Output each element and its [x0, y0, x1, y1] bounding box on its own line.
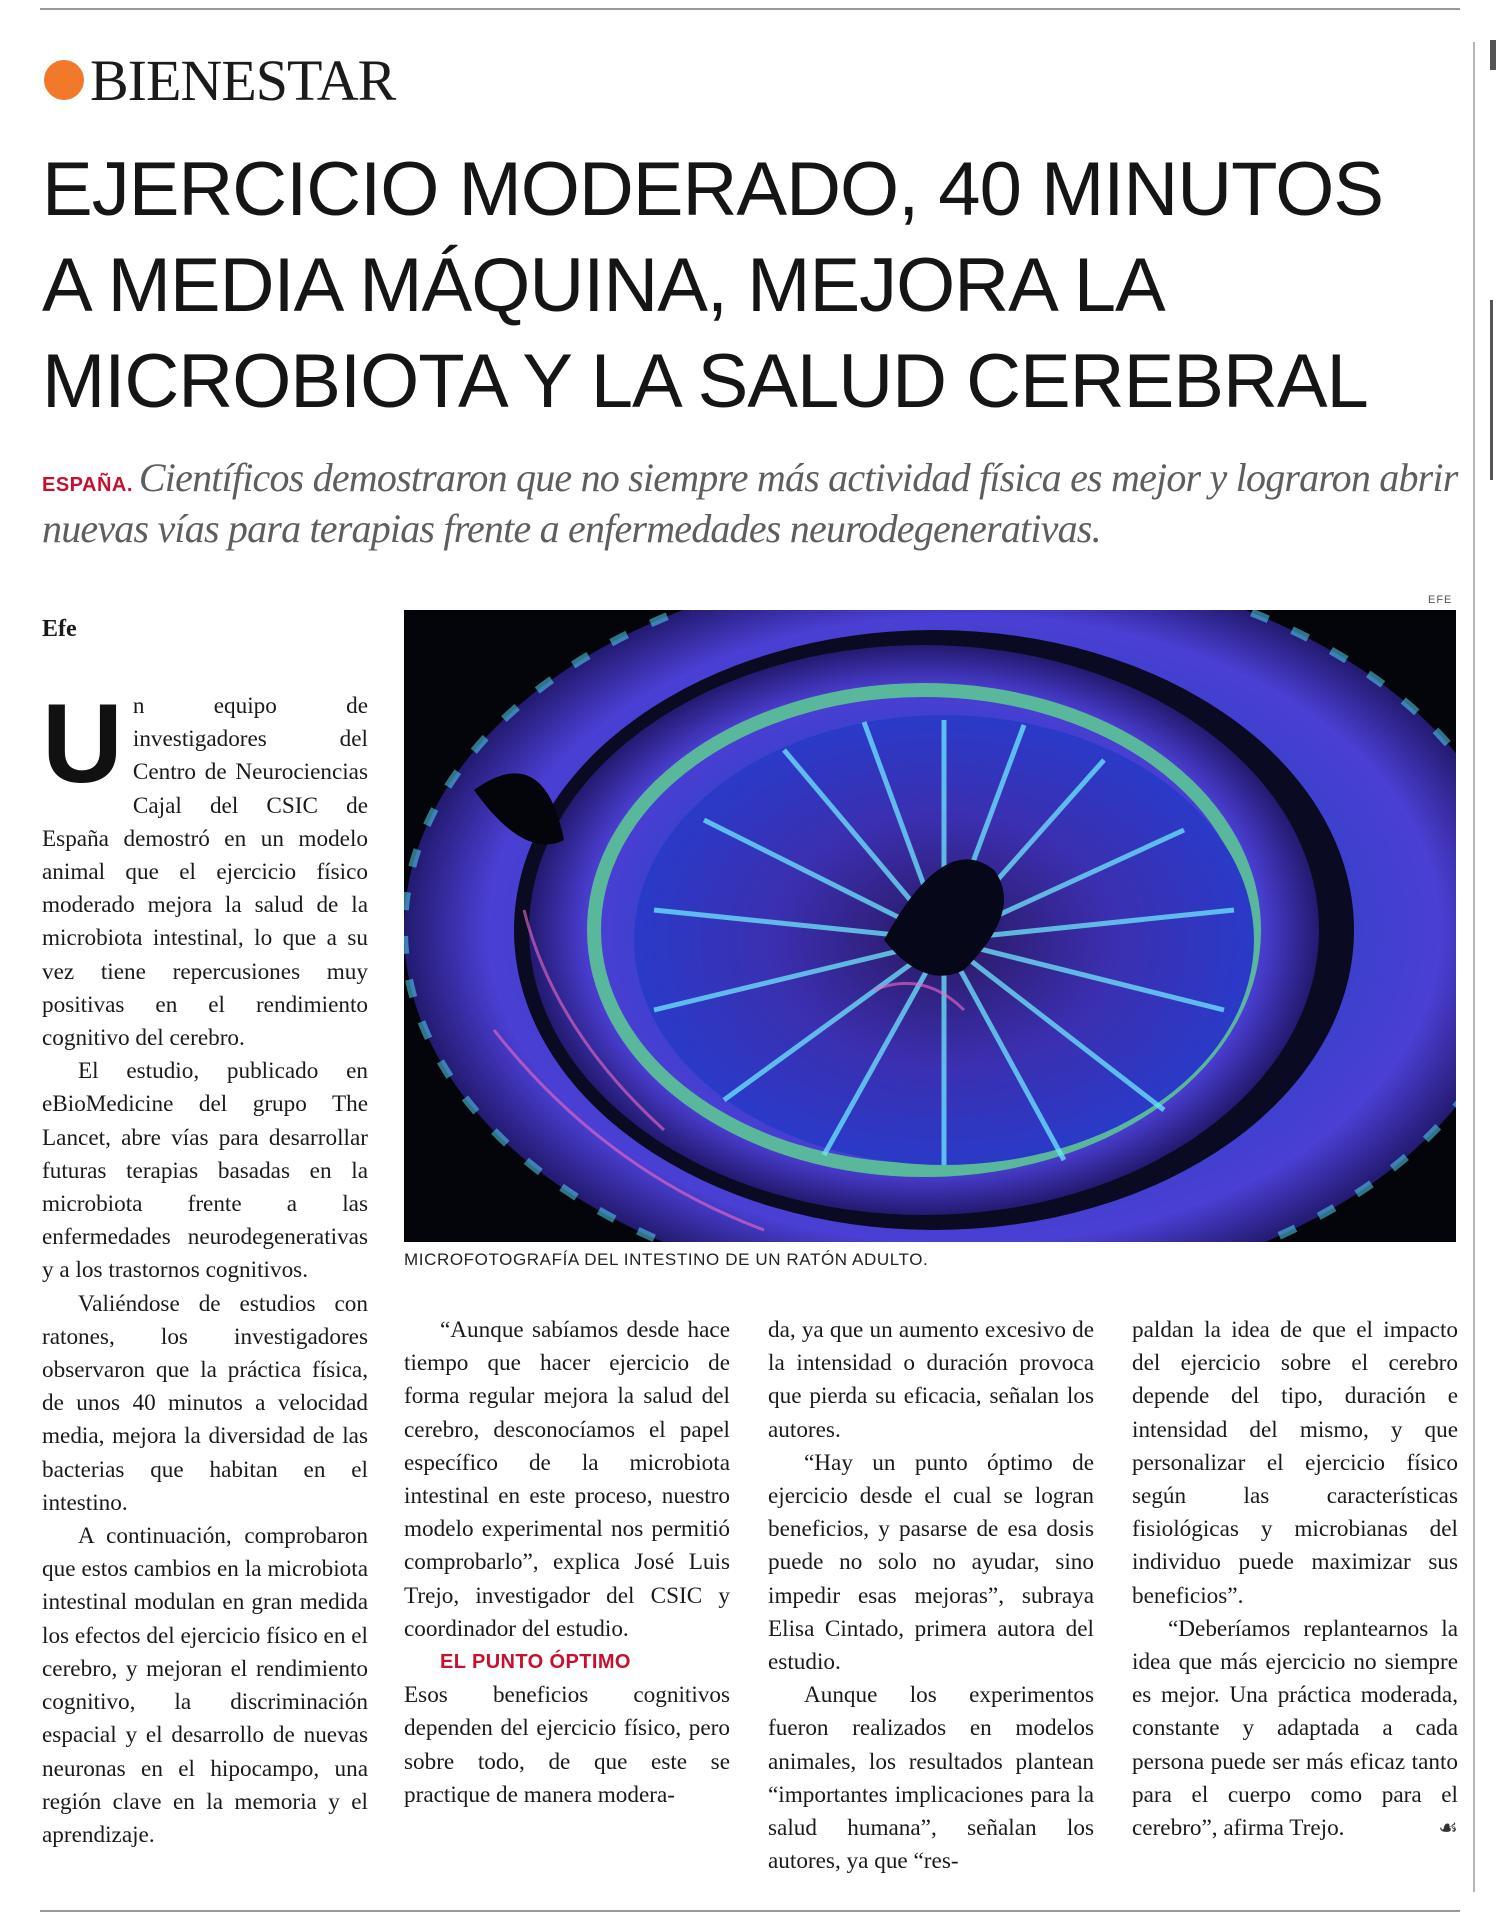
- paragraph: El estudio, publicado en eBioMedicine del grupo The Lancet, abre vías para desarrollar futuras terapias basadas en la microbiota frente a las enfermedades neurodegenerativas y a los trastornos cognitivos.: [42, 1058, 368, 1284]
- photo-caption: MICROFOTOGRAFÍA DEL INTESTINO DE UN RATÓN ADULTO.: [404, 1250, 929, 1269]
- adjacent-page-fragment: [1490, 40, 1496, 70]
- headline-line-3: MICROBIOTA Y LA SALUD CEREBRAL: [42, 339, 1368, 424]
- section-dot-icon: [44, 60, 84, 100]
- byline: Efe: [42, 616, 77, 642]
- paragraph: A continuación, comprobaron que estos cambios en la microbiota intestinal modulan en gran medida los efectos del ejercicio físico en el cerebro, y mejoran el rendimiento cognitivo, la discriminación espacial y el desarrollo de nuevas neuronas en el hipocampo, una región clave en la memoria y el aprendizaje.: [42, 1523, 368, 1848]
- article-column-3: [768, 1314, 1094, 1878]
- section-label: BIENESTAR: [90, 47, 396, 113]
- microscopy-image: [404, 610, 1456, 1242]
- headline: [42, 142, 1462, 430]
- section-header: [44, 40, 395, 120]
- top-rule: [40, 8, 1460, 10]
- adjacent-page-fragment: [1490, 300, 1493, 480]
- headline-line-2: A MEDIA MÁQUINA, MEJORA LA: [42, 243, 1165, 328]
- paragraph: “Deberíamos replantearnos la idea que más ejercicio no siempre es mejor. Una práctica moderada, constante y adaptada a cada persona puede ser más eficaz tanto para el cuerpo como para el cerebro”, afirma Trejo. ☙: [1132, 1613, 1458, 1845]
- drop-cap: U: [42, 681, 123, 806]
- paragraph: “Aunque sabíamos desde hace tiempo que hacer ejercicio de forma regular mejora la salud del cerebro, desconocíamos el papel específico de la microbiota intestinal en este proceso, nuestro modelo experimental nos permitió comprobarlo”, explica José Luis Trejo, investigador del CSIC y coordinador del estudio.: [404, 1317, 730, 1642]
- paragraph: Aunque los experimentos fueron realizados en modelos animales, los resultados plantean “importantes implicaciones para la salud humana”, señalan los autores, ya que “res-: [768, 1682, 1094, 1875]
- subhead-text: Científicos demostraron que no siempre más actividad física es mejor y lograron abrir nuevas vías para terapias frente a enfermedades neurodegenerativas.: [42, 455, 1458, 551]
- bottom-rule: [40, 1910, 1460, 1912]
- end-mark-icon: ☙: [1438, 1816, 1458, 1842]
- column-divider: [1473, 42, 1475, 1892]
- paragraph: Valiéndose de estudios con ratones, los investigadores observaron que la práctica física, de unos 40 minutos a velocidad media, mejora la diversidad de las bacterias que habitan en el intestino.: [42, 1290, 368, 1516]
- article-column-2: [404, 1314, 730, 1812]
- paragraph: Un equipo de investigadores del Centro de Neurociencias Cajal del CSIC de España demostró en un modelo animal que el ejercicio físico moderado mejora la salud de la microbiota intestinal, lo que a su vez tiene repercusiones muy positivas en el rendimiento cognitivo del cerebro.: [42, 681, 368, 1052]
- paragraph: da, ya que un aumento excesivo de la intensidad o duración provoca que pierda su eficacia, señalan los autores.: [768, 1317, 1094, 1443]
- subhead: [42, 456, 1462, 551]
- section-subtitle: EL PUNTO ÓPTIMO: [440, 1651, 631, 1674]
- paragraph: Esos beneficios cognitivos dependen del ejercicio físico, pero sobre todo, de que este se practique de manera modera-: [404, 1682, 730, 1808]
- photo-credit: EFE: [1428, 594, 1453, 606]
- article-column-4: [1132, 1314, 1458, 1845]
- intestine-microphotograph: [404, 610, 1456, 1242]
- headline-line-1: EJERCICIO MODERADO, 40 MINUTOS: [42, 147, 1384, 232]
- paragraph: “Hay un punto óptimo de ejercicio desde el cual se logran beneficios, y pasarse de esa dosis puede no solo no ayudar, sino impedir esas mejoras”, subraya Elisa Cintado, primera autora del estudio.: [768, 1449, 1094, 1676]
- location-tag: ESPAÑA.: [42, 474, 133, 496]
- article-column-1: [42, 681, 368, 1852]
- paragraph: paldan la idea de que el impacto del ejercicio sobre el cerebro depende del tipo, duración e intensidad del mismo, y que personalizar el ejercicio físico según las características fisiológicas y microbianas del individuo puede maximizar sus beneficios”.: [1132, 1317, 1458, 1609]
